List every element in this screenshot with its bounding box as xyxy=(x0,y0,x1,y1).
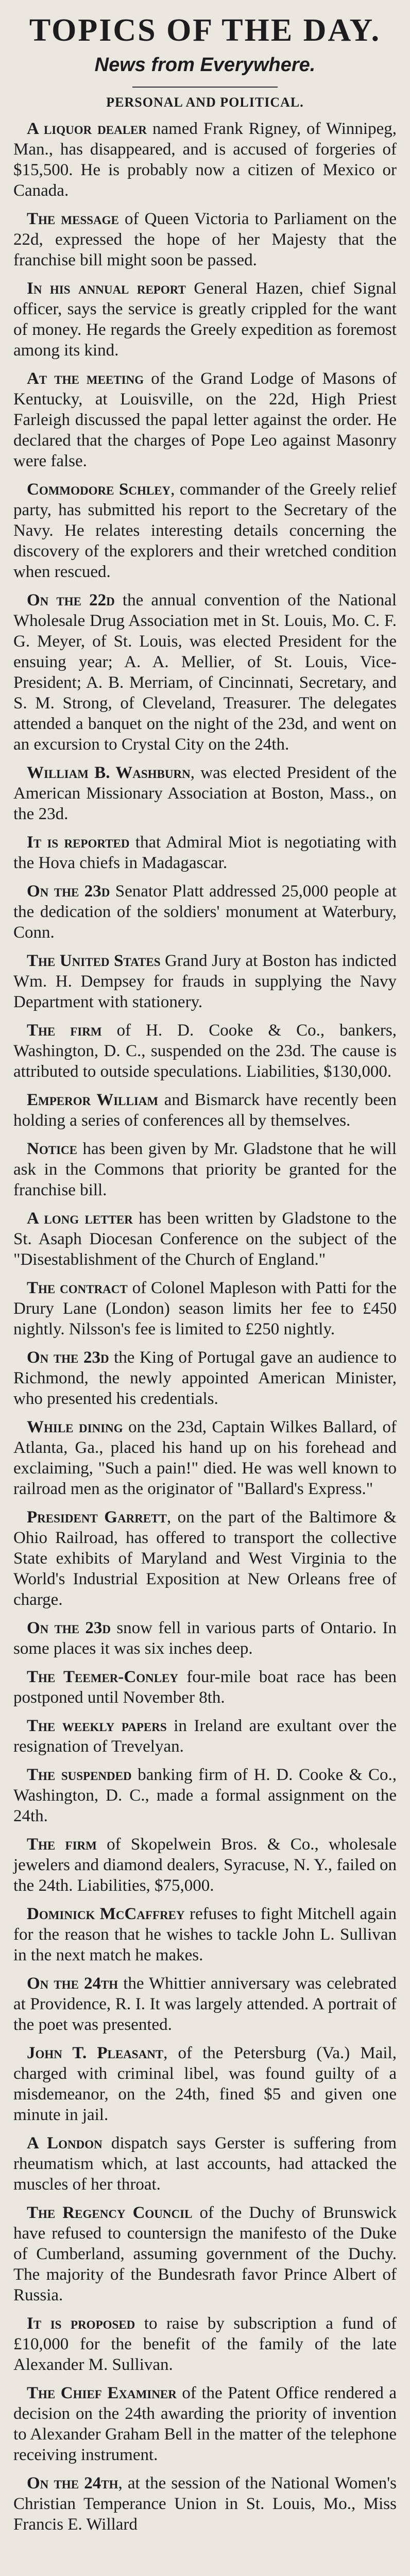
news-item-lead: While dining xyxy=(27,1418,123,1436)
news-item-text: of Colonel Mapleson with Patti for the Drury Lane (London) season limits her fee to £450 nightly. Nilsson's fee is limited to £250 nightly. xyxy=(13,1279,397,1338)
news-item-lead: On the 23d xyxy=(27,882,110,901)
news-item-text: of the Grand Lodge of Masons of Kentucky, at Louisville, on the 22d, High Priest Farleigh discussed the papal letter against the order. He declared that the charges of Pope Leo against Masonry were false. xyxy=(13,369,397,470)
news-item-text: of the Duchy of Brunswick have refused to countersign the manifesto of the Duke of Cumberland, assuming government of the Duchy. The majority of the Bundesrath favor Prince Albert of Russia. xyxy=(13,2204,397,2304)
news-item-text: on the 23d, Captain Wilkes Ballard, of Atlanta, Ga., placed his hand up on his forehead and exclaiming, "Such a pain!" died. He was well known to railroad men as the originator of "Ballard's Express." xyxy=(13,1418,397,1498)
news-item-lead: The firm xyxy=(27,1021,102,1040)
news-item-lead: A liquor dealer xyxy=(27,120,147,138)
news-item xyxy=(13,1765,397,1826)
news-item xyxy=(13,832,397,873)
news-item-text: and Bismarck have recently been holding a series of conferences all by themselves. xyxy=(13,1091,397,1130)
news-item-lead: The weekly papers xyxy=(27,1717,167,1735)
news-item xyxy=(13,209,397,270)
news-item-lead: In his annual report xyxy=(27,279,186,298)
page-subtitle: News from Everywhere. xyxy=(94,54,316,76)
news-item-lead: William B. Washburn xyxy=(27,764,191,782)
news-item xyxy=(13,278,397,361)
news-item-text: of H. D. Cooke & Co., bankers, Washington, D. C., suspended on the 23d. The cause is attributed to outside speculations. Liabilities, $130,000. xyxy=(13,1021,397,1081)
news-item xyxy=(13,2202,397,2306)
news-item xyxy=(13,1667,397,1708)
news-item-lead: Notice xyxy=(27,1140,77,1158)
news-item-text: that Admiral Miot is negotiating with the Hova chiefs in Madagascar. xyxy=(13,833,397,872)
news-item-text: dispatch says Gerster is suffering from rheumatism which, at last accounts, had attacked the muscles of her throat. xyxy=(13,2134,397,2194)
news-item xyxy=(13,881,397,943)
news-item xyxy=(13,1834,397,1896)
news-item-lead: A London xyxy=(27,2134,102,2153)
news-item xyxy=(13,479,397,582)
news-item xyxy=(13,1904,397,1965)
news-item xyxy=(13,1090,397,1131)
news-item-text: the annual convention of the National Wholesale Drug Association met in St. Louis, Mo. C. F. G. Meyer, of St. Louis, was elected President for the ensuing year; A. A. Mellier, of St. Louis, Vice-President; A. B. Merriam, of Cincinnati, Secretary, and S. M. Strong, of Cleveland, Treasurer. The delegates attended a banquet on the night of the 23d, and went on an excursion to Crystal City on the 24th. xyxy=(13,591,397,754)
news-item-text: four-mile boat race has been postponed until November 8th. xyxy=(13,1668,397,1707)
news-item-lead: At the meeting xyxy=(27,369,144,388)
news-item-lead: Dominick McCaffrey xyxy=(27,1905,185,1923)
news-item-lead: On the 24th xyxy=(27,1974,118,1993)
news-item-text: , at the session of the National Women's Christian Temperance Union in St. Louis, Mo., Miss Francis E. Willard xyxy=(13,2474,397,2534)
news-item xyxy=(13,2133,397,2195)
news-item-lead: Emperor William xyxy=(27,1091,159,1109)
news-item-lead: The Chief Examiner xyxy=(27,2384,177,2402)
news-item-lead: On the 24th xyxy=(27,2474,118,2493)
news-item-text: in Ireland are exultant over the resignation of Trevelyan. xyxy=(13,1717,397,1756)
news-item-lead: John T. Pleasant xyxy=(27,2044,164,2062)
news-item-text: refuses to fight Mitchell again for the reason that he wishes to tackle John L. Sullivan in the next match he makes. xyxy=(13,1905,397,1964)
news-item-lead: The Teemer-Conley xyxy=(27,1668,179,1686)
news-item-lead: Commodore Schley xyxy=(27,480,171,499)
news-item-text: has been given by Mr. Gladstone that he will ask in the Commons that priority be granted for the franchise bill. xyxy=(13,1140,397,1199)
news-item-lead: The message xyxy=(27,210,119,228)
news-item-text: banking firm of H. D. Cooke & Co., Washington, D. C., made a formal assignment on the 24th. xyxy=(13,1766,397,1825)
news-item xyxy=(13,1139,397,1200)
news-item-text: Grand Jury at Boston has indicted Wm. H. Dempsey for frauds in supplying the Navy Department with stationery. xyxy=(13,952,397,1011)
news-item-lead: On the 22d xyxy=(27,591,115,609)
news-item-lead: A long letter xyxy=(27,1209,133,1228)
news-item-text: the Whittier anniversary was celebrated at Providence, R. I. It was largely attended. A portrait of the poet was presented. xyxy=(13,1974,397,2034)
news-item-text: , of the Petersburg (Va.) Mail, charged with criminal libel, was found guilty of a misdemeanor, on the 24th, fined $5 and given one minute in jail. xyxy=(13,2044,397,2124)
news-item-text: of Skopelwein Bros. & Co., wholesale jewelers and diamond dealers, Syracuse, N. Y., failed on the 24th. Liabilities, $75,000. xyxy=(13,1835,397,1895)
news-item xyxy=(13,118,397,201)
news-item-lead: The suspended xyxy=(27,1766,132,1784)
news-item-text: of Queen Victoria to Parliament on the 22d, expressed the hope of her Majesty that the franchise bill might soon be passed. xyxy=(13,210,397,269)
divider xyxy=(132,87,278,88)
news-item-text: the King of Portugal gave an audience to Richmond, the newly appointed American Minister, who presented his credentials. xyxy=(13,1348,397,1408)
news-item-text: named Frank Rigney, of Winnipeg, Man., has disappeared, and is accused of forgeries of $15,500. He is probably now a citizen of Mexico or Canada. xyxy=(13,120,397,200)
news-item-text: Senator Platt addressed 25,000 people at the dedication of the soldiers' monument at Waterbury, Conn. xyxy=(13,882,397,942)
news-item-text: of the Patent Office rendered a decision on the 24th awarding the priority of invention to Alexander Graham Bell in the matter of the telephone receiving instrument. xyxy=(13,2384,397,2464)
news-item-lead: The Regency Council xyxy=(27,2204,193,2222)
news-item-lead: On the 23d xyxy=(27,1348,109,1367)
news-item xyxy=(13,762,397,824)
news-item xyxy=(13,2473,397,2535)
news-item xyxy=(13,1208,397,1270)
news-item-lead: It is proposed xyxy=(27,2314,135,2333)
news-item-text: , was elected President of the American Missionary Association at Boston, Mass., on the 23d. xyxy=(13,764,397,823)
news-item xyxy=(13,951,397,1012)
news-item-text: , commander of the Greely relief party, has submitted his report to the Secretary of the Navy. He relates interesting details concerning the discovery of the explorers and their wretched condition when rescued. xyxy=(13,480,397,581)
news-item xyxy=(13,1278,397,1340)
news-items xyxy=(13,118,397,2535)
news-item xyxy=(13,1507,397,1610)
news-item xyxy=(13,1973,397,2035)
news-item xyxy=(13,1417,397,1499)
news-item xyxy=(13,1716,397,1757)
news-item xyxy=(13,1347,397,1409)
news-item-lead: The firm xyxy=(27,1835,97,1854)
news-item-lead: It is reported xyxy=(27,833,130,852)
news-item-lead: The United States xyxy=(27,952,161,970)
page-title: TOPICS OF THE DAY. xyxy=(29,13,381,48)
news-item-lead: On the 23d xyxy=(27,1619,111,1637)
news-item-text: has been written by Gladstone to the St. Asaph Diocesan Conference on the subject of the "Disestablishment of the Church of England." xyxy=(13,1209,397,1269)
news-item xyxy=(13,368,397,471)
news-item-text: to raise by subscription a fund of £10,000 for the benefit of the family of the late Alexander M. Sullivan. xyxy=(13,2314,397,2374)
news-item-text: , on the part of the Baltimore & Ohio Railroad, has offered to transport the collective State exhibits of Maryland and West Virginia to the World's Industrial Exposition at New Orleans free of charge. xyxy=(13,1508,397,1609)
news-item xyxy=(13,590,397,755)
news-item-lead: The contract xyxy=(27,1279,128,1297)
section-heading: PERSONAL AND POLITICAL. xyxy=(106,95,304,110)
news-item xyxy=(13,1618,397,1659)
news-item xyxy=(13,2383,397,2465)
news-item-text: snow fell in various parts of Ontario. In some places it was six inches deep. xyxy=(13,1619,397,1658)
news-item xyxy=(13,1020,397,1082)
news-item-text: General Hazen, chief Signal officer, says the service is greatly crippled for the want of money. He regards the Greely expedition as foremost among its kind. xyxy=(13,279,397,360)
news-item xyxy=(13,2313,397,2375)
news-item xyxy=(13,2043,397,2125)
news-item-lead: President Garrett xyxy=(27,1508,167,1527)
